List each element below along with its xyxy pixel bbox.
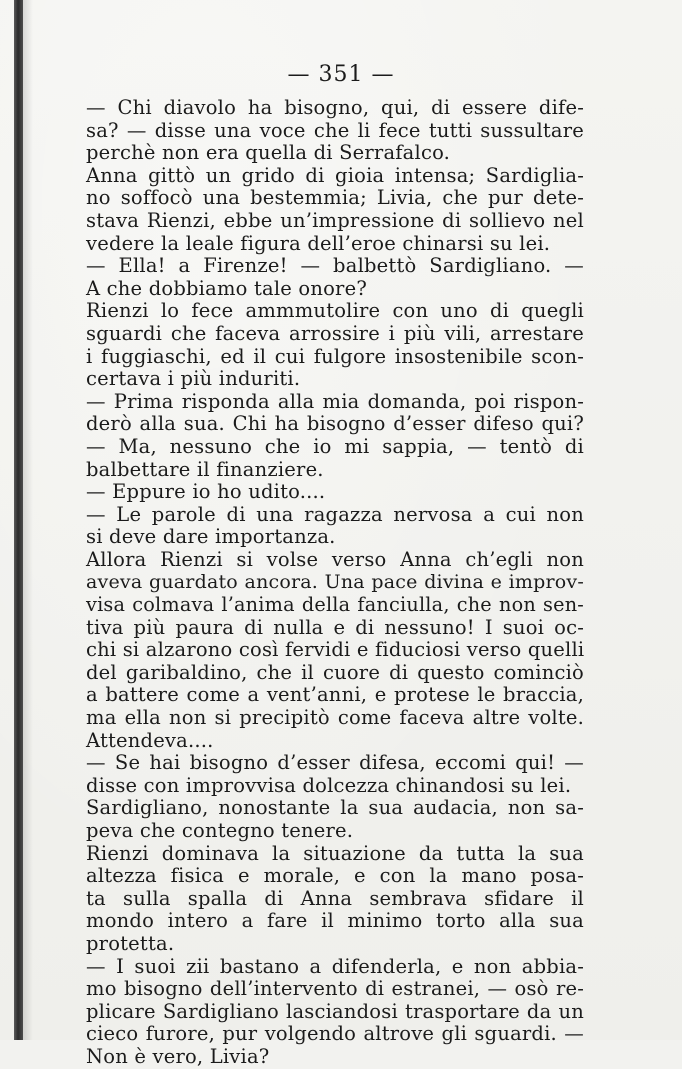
- text-line: perchè non era quella di Serrafalco.: [86, 141, 451, 165]
- text-line: plicare Sardigliano lasciandosi trasportare da un: [86, 999, 584, 1023]
- text-line: si deve dare importanza.: [86, 525, 336, 549]
- text-line: mo bisogno dell’intervento di estranei, — osò re-: [86, 977, 584, 1001]
- text-line: altezza fisica e morale, e con la mano posa-: [86, 864, 584, 888]
- text-line: Attendeva....: [86, 728, 214, 752]
- text-line: — Prima risponda alla mia domanda, poi rispon-: [86, 389, 584, 413]
- text-line: disse con improvvisa dolcezza chinandosi su lei.: [86, 773, 572, 797]
- text-line: certava i più induriti.: [86, 367, 301, 391]
- text-line: Rienzi lo fece ammmutolire con uno di quegli: [86, 299, 584, 323]
- text-line: Non è vero, Livia?: [86, 1044, 270, 1068]
- text-line: protetta.: [86, 931, 175, 955]
- text-line: Sardigliano, nonostante la sua audacia, non sa-: [86, 796, 584, 820]
- text-line: — Le parole di una ragazza nervosa a cui non: [86, 502, 584, 526]
- text-line: balbettare il finanziere.: [86, 457, 324, 481]
- text-line: — Se hai bisogno d’esser difesa, eccomi qui! —: [86, 751, 584, 775]
- text-line: mondo intero a fare il minimo torto alla sua: [86, 909, 584, 933]
- body-text: [86, 97, 584, 1069]
- text-line: Rienzi dominava la situazione da tutta la sua: [86, 841, 584, 865]
- text-line: chi si alzarono così fervidi e fiduciosi verso quelli: [86, 638, 585, 662]
- text-line: ma ella non si precipitò come faceva altre volte.: [86, 706, 584, 730]
- text-line: sguardi che faceva arrossire i più vili, arrestare: [86, 321, 584, 345]
- text-line: aveva guardato ancora. Una pace divina e improv-: [86, 571, 584, 594]
- text-line: A che dobbiamo tale onore?: [86, 276, 367, 300]
- text-line: i fuggiaschi, ed il cui fulgore insostenibile scon-: [86, 344, 584, 368]
- text-line: vedere la leale figura dell’eroe chinarsi su lei.: [86, 231, 551, 255]
- text-line: — Chi diavolo ha bisogno, qui, di essere dife-: [86, 96, 584, 119]
- text-line: a battere come a vent’anni, e protese le braccia,: [86, 683, 584, 707]
- text-line: peva che contegno tenere.: [86, 819, 354, 842]
- text-line: — Ella! a Firenze! — balbettò Sardigliano. —: [86, 254, 584, 278]
- text-line: Anna gittò un grido di gioia intensa; Sardiglia-: [86, 163, 584, 187]
- text-line: — Eppure io ho udito....: [86, 480, 326, 504]
- text-line: del garibaldino, che il cuore di questo cominciò: [86, 660, 584, 684]
- text-line: visa colmava l’anima della fanciulla, che non sen-: [86, 593, 584, 617]
- text-line: sa? — disse una voce che li fece tutti sussultare: [86, 118, 584, 142]
- text-line: tiva più paura di nulla e di nessuno! I suoi oc-: [86, 615, 584, 639]
- text-line: no soffocò una bestemmia; Livia, che pur dete-: [86, 186, 584, 210]
- text-line: Allora Rienzi si volse verso Anna ch’egli non: [86, 547, 584, 571]
- text-line: stava Rienzi, ebbe un’impressione di sollievo nel: [86, 208, 584, 232]
- text-line: — Ma, nessuno che io mi sappia, — tentò di: [86, 434, 584, 458]
- book-spine-edge: [14, 0, 23, 1040]
- spine-shadow: [23, 0, 33, 1040]
- text-line: cieco furore, pur volgendo altrove gli sguardi. —: [86, 1022, 584, 1046]
- text-line: ta sulla spalla di Anna sembrava sfidare il: [86, 886, 584, 910]
- text-line: derò alla sua. Chi ha bisogno d’esser difeso qui?: [86, 412, 584, 436]
- page-number: — 351 —: [287, 62, 395, 87]
- text-line: — I suoi zii bastano a difenderla, e non abbia-: [86, 954, 584, 978]
